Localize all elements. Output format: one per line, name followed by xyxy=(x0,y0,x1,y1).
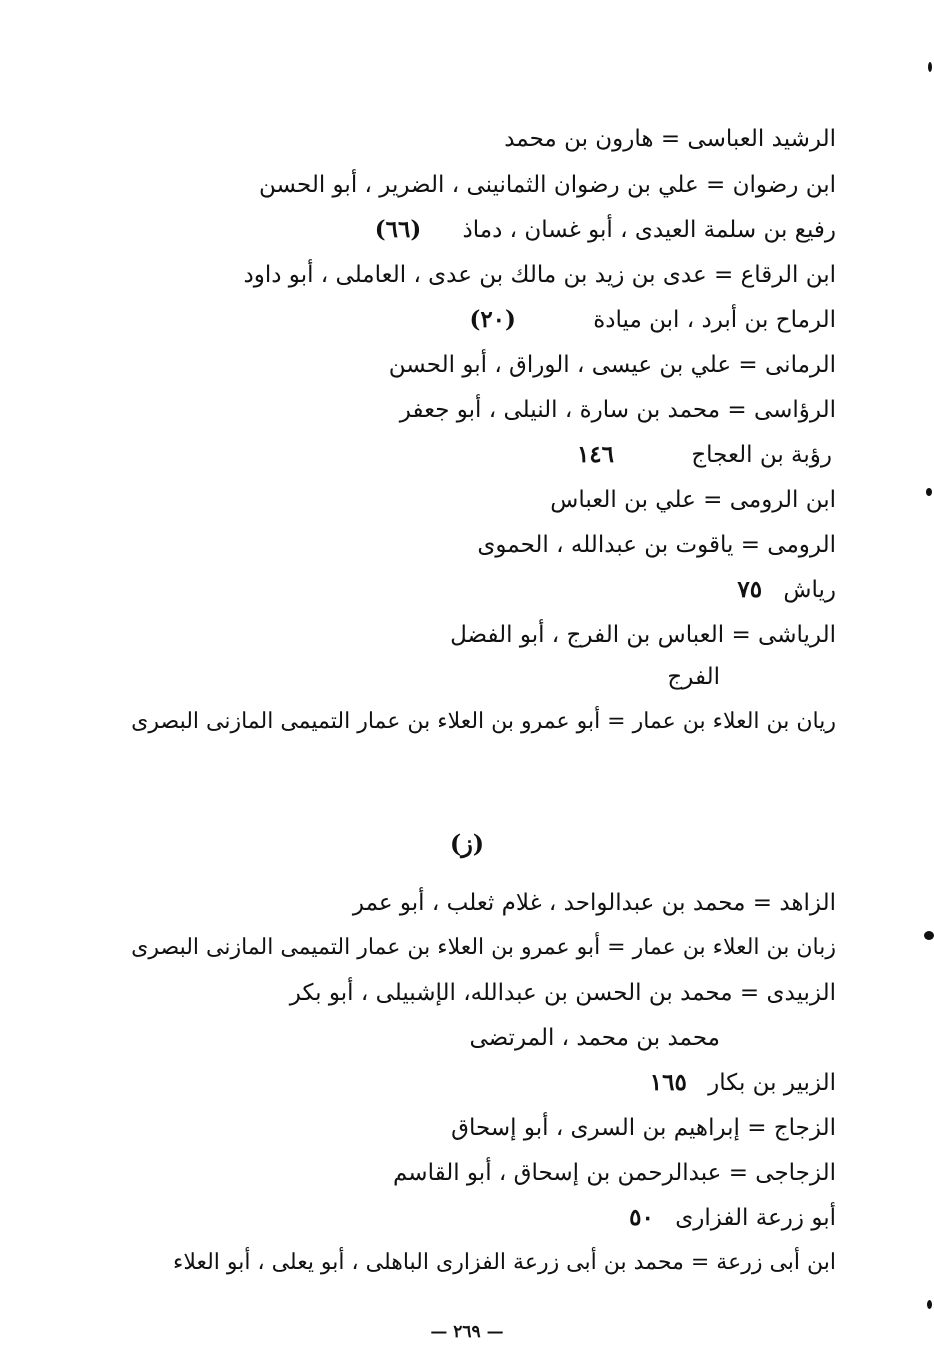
entry-text: الرمانى = علي بن عيسى ، الوراق ، أبو الحسن xyxy=(388,352,836,378)
scan-mark xyxy=(924,931,934,940)
entry-text: أبو زرعة الفزارى xyxy=(675,1205,836,1231)
entry-page-number: ١٦٥ xyxy=(649,1069,687,1096)
index-entry xyxy=(244,258,836,292)
index-entry xyxy=(477,528,836,562)
index-entry xyxy=(389,348,836,382)
entry-text: ابن أبى زرعة = محمد بن أبى زرعة الفزارى الباهلى ، أبو يعلى ، أبو العلاء xyxy=(173,1250,836,1275)
index-entry xyxy=(393,1156,836,1190)
scan-mark xyxy=(927,1300,932,1309)
index-entry xyxy=(353,886,836,920)
entry-text: محمد بن محمد ، المرتضى xyxy=(469,1025,720,1051)
index-entry xyxy=(550,483,836,517)
entry-text: ريان بن العلاء بن عمار = أبو عمرو بن العلاء بن عمار التميمى المازنى البصرى xyxy=(131,709,836,734)
page-number: — ٢٦٩ — xyxy=(430,1322,504,1342)
entry-text: ابن الرومى = علي بن العباس xyxy=(550,487,836,513)
entry-text: الزجاجى = عبدالرحمن بن إسحاق ، أبو القاسم xyxy=(393,1160,836,1186)
entry-page-number: ٧٥ xyxy=(737,576,763,603)
index-entry xyxy=(131,931,836,965)
index-entry xyxy=(173,1246,836,1280)
entry-text: رؤبة بن العجاج xyxy=(691,442,832,468)
entry-page-number: ١٤٦ xyxy=(576,441,614,468)
index-entry-continuation xyxy=(667,660,720,694)
entry-text: الرشيد العباسى = هارون بن محمد xyxy=(504,126,836,152)
scan-mark xyxy=(926,488,932,496)
entry-text: رياش xyxy=(783,577,836,603)
index-entry xyxy=(375,213,836,247)
entry-text: الرماح بن أبرد ، ابن ميادة xyxy=(593,307,836,333)
entry-text: الرياشى = العباس بن الفرج ، أبو الفضل xyxy=(450,622,836,648)
index-entry xyxy=(737,573,836,607)
entry-text: زبان بن العلاء بن عمار = أبو عمرو بن العلاء بن عمار التميمى المازنى البصرى xyxy=(131,935,836,960)
entry-text: الرومى = ياقوت بن عبدالله ، الحموى xyxy=(477,532,836,558)
index-entry xyxy=(450,618,836,652)
entry-text: الرؤاسى = محمد بن سارة ، النيلى ، أبو جعفر xyxy=(399,397,836,423)
entry-text: ابن رضوان = علي بن رضوان الثمانينى ، الضرير ، أبو الحسن xyxy=(258,172,836,198)
index-entry xyxy=(131,705,836,739)
index-entry-continuation xyxy=(469,1021,720,1055)
entry-page-number: (٢٠) xyxy=(469,306,516,333)
index-entry xyxy=(650,1066,836,1100)
entry-text: الزجاج = إبراهيم بن السرى ، أبو إسحاق xyxy=(451,1115,836,1141)
index-entry xyxy=(400,393,836,427)
entry-page-number: (٦٦) xyxy=(374,216,422,243)
index-entry xyxy=(629,1201,836,1235)
entry-text: الزبيدى = محمد بن الحسن بن عبدالله، الإشبيلى ، أبو بكر xyxy=(289,980,836,1006)
scan-mark xyxy=(928,62,932,72)
index-entry xyxy=(259,168,836,202)
entry-text: رفيع بن سلمة العيدى ، أبو غسان ، دماذ xyxy=(462,217,836,243)
entry-text: الزاهد = محمد بن عبدالواحد ، غلام ثعلب ، أبو عمر xyxy=(352,890,836,916)
entry-text: الزبير بن بكار xyxy=(708,1070,836,1096)
index-entry xyxy=(469,303,836,337)
index-entry xyxy=(451,1111,836,1145)
entry-page-number: ٥٠ xyxy=(629,1204,654,1231)
index-entry xyxy=(504,122,836,156)
entry-text: ابن الرقاع = عدى بن زيد بن مالك بن عدى ، العاملى ، أبو داود xyxy=(243,262,836,288)
index-entry xyxy=(290,976,836,1010)
section-heading: (ز) xyxy=(449,829,485,858)
index-entry xyxy=(577,438,832,472)
entry-text: الفرج xyxy=(667,664,720,690)
